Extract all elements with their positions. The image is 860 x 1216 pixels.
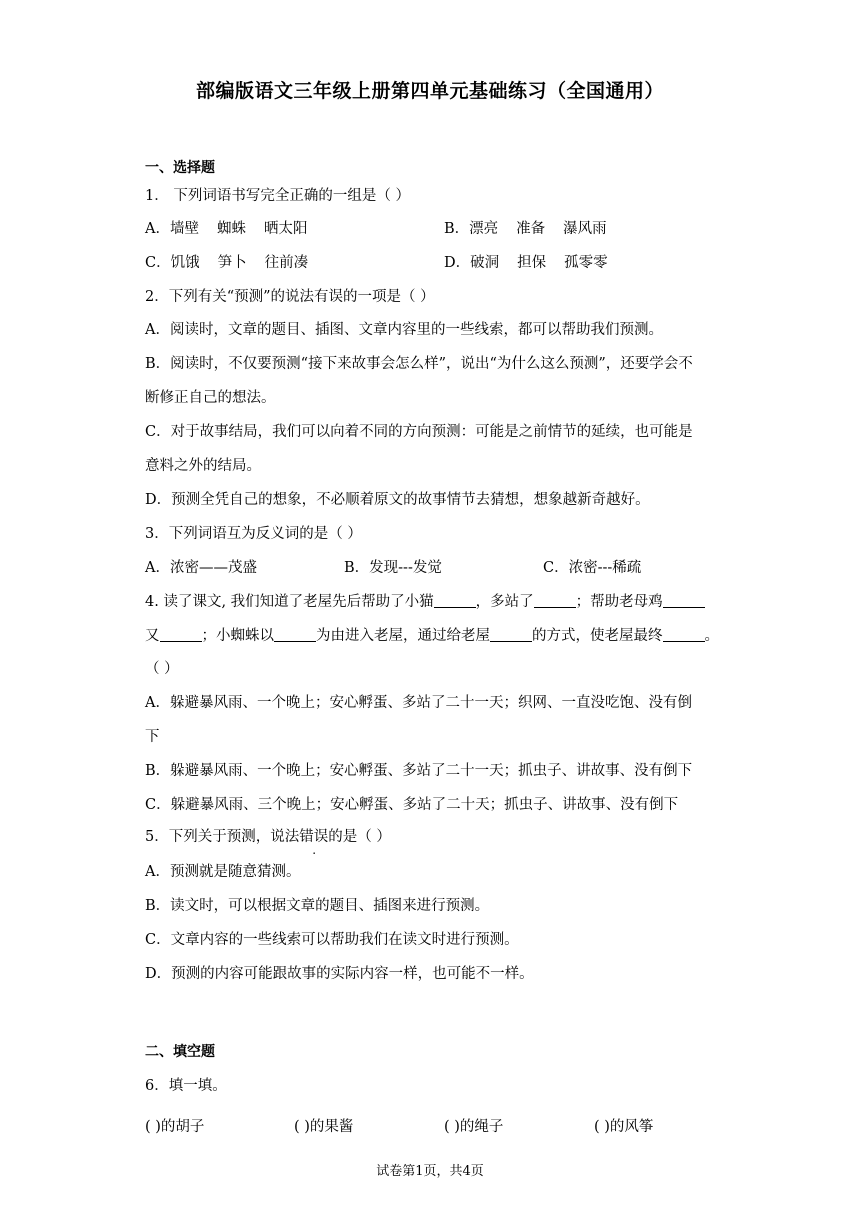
q2-option-a: A．阅读时，文章的题目、插图、文章内容里的一些线索，都可以帮助我们预测。	[145, 322, 663, 338]
emphasis-word: 错误	[299, 829, 329, 845]
q2-stem: 2．下列有关“预测”的说法有误的一项是（ ）	[145, 289, 435, 305]
q6-item[interactable]: ( )的果酱	[294, 1119, 354, 1135]
section-heading-choice: 一、选择题	[145, 160, 215, 176]
page-title: 部编版语文三年级上册第四单元基础练习（全国通用）	[195, 80, 664, 102]
q2-option-b-line1: B．阅读时，不仅要预测“接下来故事会怎么样”，说出“为什么这么预测”，还要学会不	[145, 356, 693, 372]
q6-item[interactable]: ( )的绳子	[444, 1119, 504, 1135]
answer-blank[interactable]	[663, 627, 705, 642]
answer-blank[interactable]	[663, 593, 705, 608]
q5-option-a: A．预测就是随意猜测。	[145, 864, 301, 880]
q1-option-d: D．破洞 担保 孤零零	[444, 255, 608, 271]
q4-option-c: C．躲避暴风雨、三个晚上；安心孵蛋、多站了二十天；抓虫子、讲故事、没有倒下	[145, 797, 679, 813]
q1-option-c: C．饥饿 笋卜 往前凑	[145, 255, 309, 271]
q5-option-b: B．读文时，可以根据文章的题目、插图来进行预测。	[145, 898, 490, 914]
q4-stem-line1: 4. 读了课文, 我们知道了老屋先后帮助了小猫 ，多站了 ；帮助老母鸡	[145, 592, 705, 612]
q4-option-a-line2: 下	[145, 729, 160, 745]
page-footer: 试卷第1页，共4页	[376, 1164, 484, 1179]
q2-option-c-line2: 意料之外的结局。	[145, 458, 261, 474]
q5-option-c: C．文章内容的一些线索可以帮助我们在读文时进行预测。	[145, 932, 519, 948]
q1-stem: 1． 下列词语书写完全正确的一组是（ ）	[145, 188, 410, 204]
answer-blank[interactable]	[434, 593, 476, 608]
q4-stem-line2: 又 ；小蜘蛛以 为由进入老屋，通过给老屋 的方式，使老屋最终 。	[145, 628, 719, 644]
q5-option-d: D．预测的内容可能跟故事的实际内容一样，也可能不一样。	[145, 966, 534, 982]
q6-item[interactable]: ( )的胡子	[145, 1119, 205, 1135]
q4-answer-paren: （ ）	[145, 661, 179, 677]
answer-blank[interactable]	[160, 627, 202, 642]
answer-blank[interactable]	[490, 627, 532, 642]
q4-option-a-line1: A．躲避暴风雨、一个晚上；安心孵蛋、多站了二十一天；织网、一直没吃饱、没有倒	[145, 695, 692, 711]
q4-option-b: B．躲避暴风雨、一个晚上；安心孵蛋、多站了二十一天；抓虫子、讲故事、没有倒下	[145, 763, 693, 779]
q3-option-a: A．浓密——茂盛	[145, 560, 257, 576]
q6-item[interactable]: ( )的风筝	[594, 1119, 654, 1135]
q5-stem: 5．下列关于预测，说法错误的是（ ）	[145, 829, 391, 845]
q1-option-b: B．漂亮 准备 瀑风雨	[444, 221, 607, 237]
answer-blank[interactable]	[274, 627, 316, 642]
q3-option-b: B．发现---发觉	[344, 560, 442, 576]
section-heading-fill: 二、填空题	[145, 1044, 215, 1060]
q1-option-a: A．墙壁 蜘蛛 晒太阳	[145, 221, 308, 237]
q2-option-c-line1: C．对于故事结局，我们可以向着不同的方向预测：可能是之前情节的延续，也可能是	[145, 424, 693, 440]
answer-blank[interactable]	[534, 593, 576, 608]
q2-option-b-line2: 断修正自己的想法。	[145, 390, 276, 406]
q6-stem: 6．填一填。	[145, 1078, 227, 1094]
q2-option-d: D．预测全凭自己的想象，不必顺着原文的故事情节去猜想，想象越新奇越好。	[145, 492, 650, 508]
q3-option-c: C．浓密---稀疏	[543, 560, 642, 576]
q3-stem: 3．下列词语互为反义词的是（ ）	[145, 526, 362, 542]
